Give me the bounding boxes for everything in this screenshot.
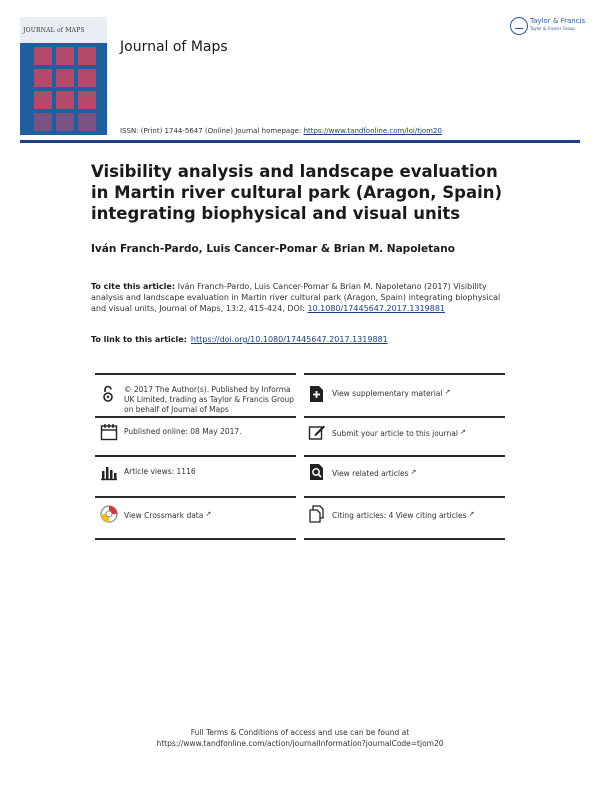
license-text: © 2017 The Author(s). Published by Informa UK Limited, trading as Taylor & Francis Group on behalf of Journal of Maps <box>124 385 295 414</box>
footer-line: Full Terms & Conditions of access and use can be found at <box>190 728 410 737</box>
divider <box>304 416 505 418</box>
footer <box>0 727 600 749</box>
citing-label: Citing articles: 4 View citing articles <box>332 511 467 520</box>
add-document-icon <box>308 385 326 403</box>
journal-cover-image <box>20 17 107 135</box>
search-document-icon <box>308 463 326 481</box>
journal-homepage-link[interactable]: https://www.tandfonline.com/loi/tjom20 <box>303 127 442 135</box>
edit-icon <box>308 423 326 441</box>
supplementary-material-link[interactable] <box>308 385 504 403</box>
article-authors: Iván Franch-Pardo, Luis Cancer-Pomar & Brian M. Napoletano <box>91 243 455 255</box>
article-title <box>91 161 531 224</box>
citation-doi-link[interactable]: 10.1080/17445647.2017.1319881 <box>307 304 446 313</box>
divider <box>304 373 505 375</box>
issn-line <box>120 127 442 135</box>
citation-block <box>91 281 511 314</box>
crossmark-icon <box>100 505 118 523</box>
external-link-icon: ↗ <box>205 510 212 518</box>
external-link-icon: ↗ <box>468 510 475 518</box>
crossmark-link[interactable] <box>100 505 296 523</box>
publisher-logo-icon <box>510 17 528 35</box>
views-text: Article views: 1116 <box>124 467 196 476</box>
external-link-icon: ↗ <box>459 428 466 436</box>
copy-documents-icon <box>308 505 326 523</box>
calendar-icon <box>100 423 118 441</box>
issn-text: ISSN: (Print) 1744-5647 (Online) Journal homepage: <box>120 127 304 135</box>
article-link-label: To link to this article: <box>91 335 187 344</box>
publisher-subname: Taylor & Francis Group <box>530 26 575 31</box>
article-title-line: integrating biophysical and visual units <box>91 204 461 223</box>
divider <box>95 455 296 457</box>
published-date <box>100 423 296 441</box>
citation-text: Iván Franch-Pardo, Luis Cancer-Pomar & Brian M. Napoletano (2017) Visibility analysis and landscape evaluation in Martin river cultural park (Aragon, Spain) integrating biophysical and visual units, Journal of Maps, 13:2, 415-424, DOI: <box>91 282 501 313</box>
divider <box>304 496 505 498</box>
footer-url[interactable]: https://www.tandfonline.com/action/journalInformation?journalCode=tjom20 <box>156 739 444 748</box>
bar-chart-icon <box>100 463 118 481</box>
divider <box>95 373 296 375</box>
crossmark-label: View Crossmark data <box>124 511 204 520</box>
related-articles-link[interactable] <box>308 463 504 481</box>
divider <box>95 416 296 418</box>
external-link-icon: ↗ <box>444 388 451 396</box>
publisher-name: Taylor & Francis <box>530 17 586 25</box>
citing-articles-link[interactable] <box>308 505 504 523</box>
submit-label: Submit your article to this journal <box>332 429 458 438</box>
divider <box>95 496 296 498</box>
publisher-logo[interactable] <box>510 17 585 37</box>
header-rule <box>20 140 580 143</box>
article-title-line: in Martin river cultural park (Aragon, Spain) <box>91 183 503 202</box>
divider <box>95 538 296 540</box>
published-text: Published online: 08 May 2017. <box>124 427 242 436</box>
citation-label: To cite this article: <box>91 282 176 291</box>
divider <box>304 538 505 540</box>
external-link-icon: ↗ <box>410 468 417 476</box>
submit-article-link[interactable] <box>308 423 504 441</box>
article-doi-link[interactable]: https://doi.org/10.1080/17445647.2017.1319881 <box>190 335 388 344</box>
article-link-line <box>91 335 388 344</box>
open-access-license <box>100 385 296 415</box>
divider <box>304 455 505 457</box>
cover-title: JOURNAL of MAPS <box>23 27 85 34</box>
article-views <box>100 463 296 481</box>
related-label: View related articles <box>332 469 409 478</box>
open-access-icon <box>100 385 118 403</box>
supplementary-label: View supplementary material <box>332 389 443 398</box>
journal-title: Journal of Maps <box>120 39 228 55</box>
article-title-line: Visibility analysis and landscape evaluation <box>91 162 498 181</box>
